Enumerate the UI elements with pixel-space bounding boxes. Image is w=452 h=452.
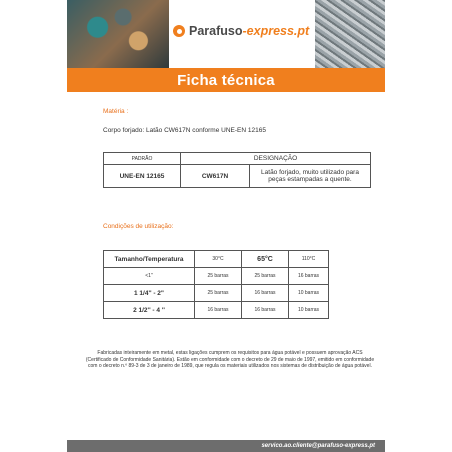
table-row xyxy=(104,268,329,285)
table-row xyxy=(104,302,329,319)
header-designacao: DESIGNAÇÃO xyxy=(181,153,371,165)
cell-size: 2 1/2'' - 4 '' xyxy=(104,302,195,319)
brand-name: Parafuso xyxy=(189,24,243,38)
materia-text: Corpo forjado: Latão CW617N conforme UNE-EN 12165 xyxy=(103,127,266,134)
logo-icon xyxy=(173,25,185,37)
cell-value: 16 barras xyxy=(242,285,289,302)
header-temp-110: 110°C xyxy=(289,251,329,268)
table-row xyxy=(104,165,371,188)
page-title: Ficha técnica xyxy=(177,71,275,89)
table-header-row xyxy=(104,251,329,268)
header-padrao: PADRÃO xyxy=(104,153,181,165)
cell-size: 1 1/4'' - 2" xyxy=(104,285,195,302)
header-size-temp: Tamanho/Temperatura xyxy=(104,251,195,268)
designation-table xyxy=(103,152,371,188)
brand-logo xyxy=(173,24,309,38)
cell-value: 25 barras xyxy=(242,268,289,285)
table-header-row xyxy=(104,153,371,165)
materia-label: Matéria : xyxy=(103,108,129,115)
cell-value: 25 barras xyxy=(195,268,242,285)
cell-value: 16 barras xyxy=(289,268,329,285)
header-temp-30: 30°C xyxy=(195,251,242,268)
cell-standard: UNE-EN 12165 xyxy=(104,165,181,188)
cell-size: <1" xyxy=(104,268,195,285)
footer-bar xyxy=(67,440,385,452)
cell-description: Latão forjado, muito utilizado para peças estampadas a quente. xyxy=(250,165,371,188)
certification-note: Fabricadas inteiramente em metal, estas ligações cumprem os requisitos para água potável e possuem aprovação ACS (Certificado de Conformidade Sanitária). Estão em conformidade com o decreto de 29 de maio de 1997, emitido em conformidade com o decreto n.º 89-3 de 3 de janeiro de 1989, que regula os materiais utilizados nos sistemas de distribuição de água potável. xyxy=(85,350,375,369)
cell-value: 25 barras xyxy=(195,285,242,302)
cell-alloy: CW617N xyxy=(181,165,250,188)
condicoes-label: Condições de utilização: xyxy=(103,223,174,230)
title-band xyxy=(67,68,385,92)
cell-value: 10 barras xyxy=(289,302,329,319)
cell-value: 16 barras xyxy=(242,302,289,319)
pressure-table xyxy=(103,250,329,319)
cell-value: 10 barras xyxy=(289,285,329,302)
cell-value: 16 barras xyxy=(195,302,242,319)
header-temp-65: 65°C xyxy=(242,251,289,268)
header-banner xyxy=(67,0,385,68)
tools-photo xyxy=(67,0,169,68)
table-row xyxy=(104,285,329,302)
screws-photo xyxy=(315,0,385,68)
brand-domain: -express.pt xyxy=(242,24,310,38)
contact-email[interactable]: servico.ao.cliente@parafuso-express.pt xyxy=(261,443,375,449)
